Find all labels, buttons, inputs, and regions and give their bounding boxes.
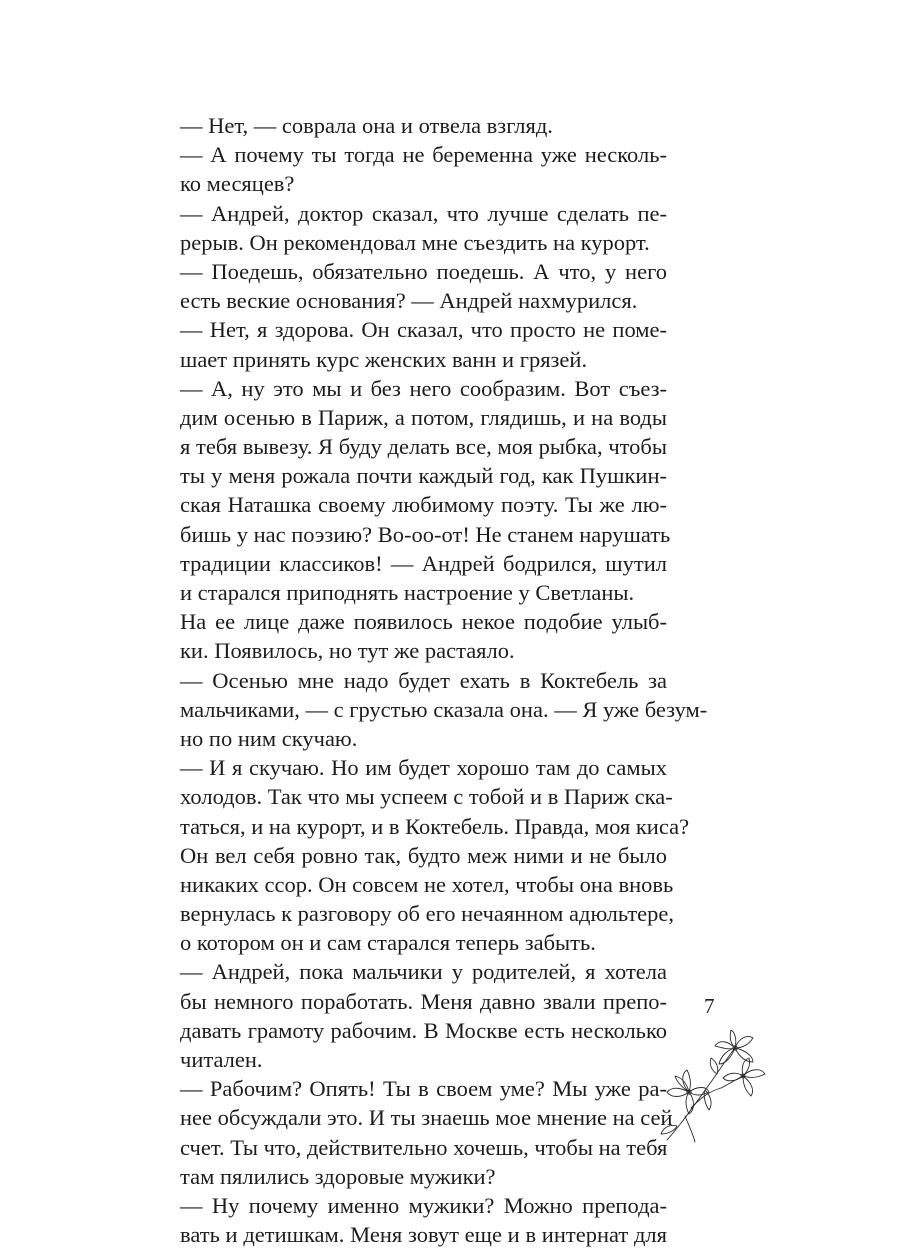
text-line: — Ну почему именно мужики? Можно препода- [180, 1192, 667, 1218]
text-line: таться, и на курорт, и в Коктебель. Правда, моя киса? [180, 813, 690, 839]
text-line: я тебя вывезу. Я буду делать все, моя рыбка, чтобы [180, 434, 667, 460]
text-line: рерыв. Он рекомендовал мне съездить на курорт. [180, 229, 650, 255]
text-line: ская Наташка своему любимому поэту. Ты же лю- [180, 492, 667, 518]
text-line: бы немного поработать. Меня давно звали препо- [180, 988, 667, 1014]
text-line: мальчиками, — с грустью сказала она. — Я уже безум- [180, 696, 708, 722]
text-line: но по ним скучаю. [180, 725, 358, 751]
text-line: и старался приподнять настроение у Светланы. [180, 580, 635, 605]
text-line: вать и детишкам. Меня зовут еще и в интернат для [180, 1222, 667, 1248]
text-line: холодов. Так что мы успеем с тобой и в Париж ска- [180, 784, 673, 810]
text-line: — Поедешь, обязательно поедешь. А что, у него [180, 258, 667, 284]
text-line: нее обсуждали это. И ты знаешь мое мнение на сей [180, 1105, 673, 1131]
text-line: есть веские основания? — Андрей нахмурился. [180, 288, 638, 314]
text-line: ки. Появилось, но тут же растаяло. [180, 638, 515, 664]
flower-ornament-icon [655, 1030, 770, 1145]
text-line: — И я скучаю. Но им будет хорошо там до самых [180, 755, 667, 781]
text-line: — Осенью мне надо будет ехать в Коктебель за [180, 667, 667, 693]
text-line: дим осенью в Париж, а потом, глядишь, и на воды [180, 404, 667, 430]
text-line: — Нет, я здорова. Он сказал, что просто не поме- [180, 317, 667, 343]
text-line: традиции классиков! — Андрей бодрился, шутил [180, 550, 667, 576]
text-line: ко месяцев? [180, 171, 295, 197]
text-line: — Рабочим? Опять! Ты в своем уме? Мы уже ра- [180, 1076, 667, 1102]
text-line: читален. [180, 1047, 263, 1072]
text-line: счет. Ты что, действительно хочешь, чтобы на тебя [180, 1134, 668, 1160]
text-line: — Андрей, доктор сказал, что лучше сделать пе- [180, 200, 667, 226]
text-line: Он вел себя ровно так, будто меж ними и не было [180, 842, 667, 868]
text-line: — Нет, — соврала она и отвела взгляд. [180, 113, 553, 138]
text-line: там пялились здоровые мужики? [180, 1163, 496, 1189]
text-line: ты у меня рожала почти каждый год, как Пушкин- [180, 463, 667, 489]
text-line: — А, ну это мы и без него сообразим. Вот съез- [180, 375, 667, 401]
body-text [180, 111, 708, 1249]
text-line: — Андрей, пока мальчики у родителей, я хотела [180, 959, 667, 985]
page-number: 7 [704, 994, 715, 1018]
text-line: На ее лице даже появилось некое подобие улыб- [180, 609, 667, 635]
text-line: бишь у нас поэзию? Во-оо-от! Не станем нарушать [180, 521, 671, 547]
text-line: никаких ссор. Он совсем не хотел, чтобы она вновь [180, 871, 674, 897]
text-line: вернулась к разговору об его нечаянном адюльтере, [180, 901, 675, 927]
text-line: шает принять курс женских ванн и грязей. [180, 346, 588, 372]
text-line: — А почему ты тогда не беременна уже несколь- [180, 142, 667, 168]
text-line: о котором он и сам старался теперь забыть. [180, 930, 596, 956]
text-line: давать грамоту рабочим. В Москве есть несколько [180, 1017, 667, 1043]
